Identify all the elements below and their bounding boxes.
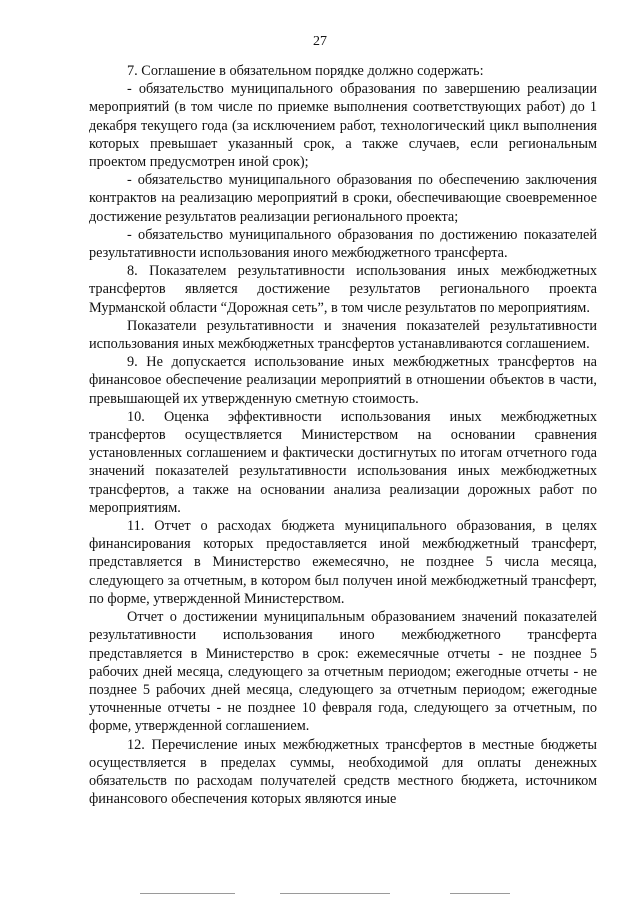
paragraph-11-report: Отчет о достижении муниципальным образованием значений показателей результативности использования иного межбюджетного трансферта представляется в Министерство в срок: ежемесячные отчеты - не позднее 5 рабочих дней месяца, следующего за отчетным периодом; ежегодные отчеты - не позднее 5 рабочих дней месяца, следующего за отчетным периодом; ежегодные уточненные отчеты - не позднее 10 февраля года, следующего за отчетным, по форме, утвержденной соглашением. <box>89 609 597 735</box>
paragraph-8-note: Показатели результативности и значения показателей результативности использования иных межбюджетных трансфертов устанавливаются соглашением. <box>89 317 597 353</box>
paragraph-7-item-3: - обязательство муниципального образования по достижению показателей результативности использования иного межбюджетного трансферта. <box>89 226 597 262</box>
page-number: 27 <box>313 34 327 49</box>
paragraph-11: 11. Отчет о расходах бюджета муниципального образования, в целях финансирования которых предоставляется иной межбюджетный трансферт, представляется в Министерство ежемесячно, не позднее 5 числа месяца, следующего за отчетным, в котором был получен иной межбюджетный трансферт, по форме, утвержденной Министерством. <box>89 518 597 607</box>
paragraph-7-item-2: - обязательство муниципального образования по обеспечению заключения контрактов на реализацию мероприятий в сроки, обеспечивающие своевременное достижение результатов реализации регионального проекта; <box>89 172 597 225</box>
paragraph-12: 12. Перечисление иных межбюджетных трансфертов в местные бюджеты осуществляется в пределах суммы, необходимой для оплаты денежных обязательств по расходам получателей средств местного бюджета, источником финансового обеспечения которых являются иные <box>89 736 597 808</box>
scan-line <box>450 893 510 894</box>
document-body <box>89 62 597 808</box>
paragraph-8: 8. Показателем результативности использования иных межбюджетных трансфертов является достижение результатов регионального проекта Мурманской области “Дорожная сеть”, в том числе результатов по мероприятиям. <box>89 263 597 316</box>
paragraph-10: 10. Оценка эффективности использования иных межбюджетных трансфертов осуществляется Министерством на основании сравнения установленных соглашением и фактически достигнутых по итогам отчетного года значений показателей результативности использования иных межбюджетных трансфертов, а также на основании анализа реализации дорожных работ по мероприятиям. <box>89 408 597 516</box>
paragraph-9: 9. Не допускается использование иных межбюджетных трансфертов на финансовое обеспечение реализации мероприятий в отношении объектов в части, превышающей их утвержденную сметную стоимость. <box>89 354 597 407</box>
scan-line <box>140 893 235 894</box>
paragraph-7-item-1: - обязательство муниципального образования по завершению реализации мероприятий (в том числе по приемке выполнения соответствующих работ) до 1 декабря текущего года (за исключением работ, технологический цикл выполнения которых превышает указанный срок, а также случаев, если региональным проектом предусмотрен иной срок); <box>89 81 597 171</box>
scan-artifact-lines <box>120 893 540 899</box>
scan-line <box>280 893 390 894</box>
paragraph-7: 7. Соглашение в обязательном порядке должно содержать: <box>127 63 484 79</box>
